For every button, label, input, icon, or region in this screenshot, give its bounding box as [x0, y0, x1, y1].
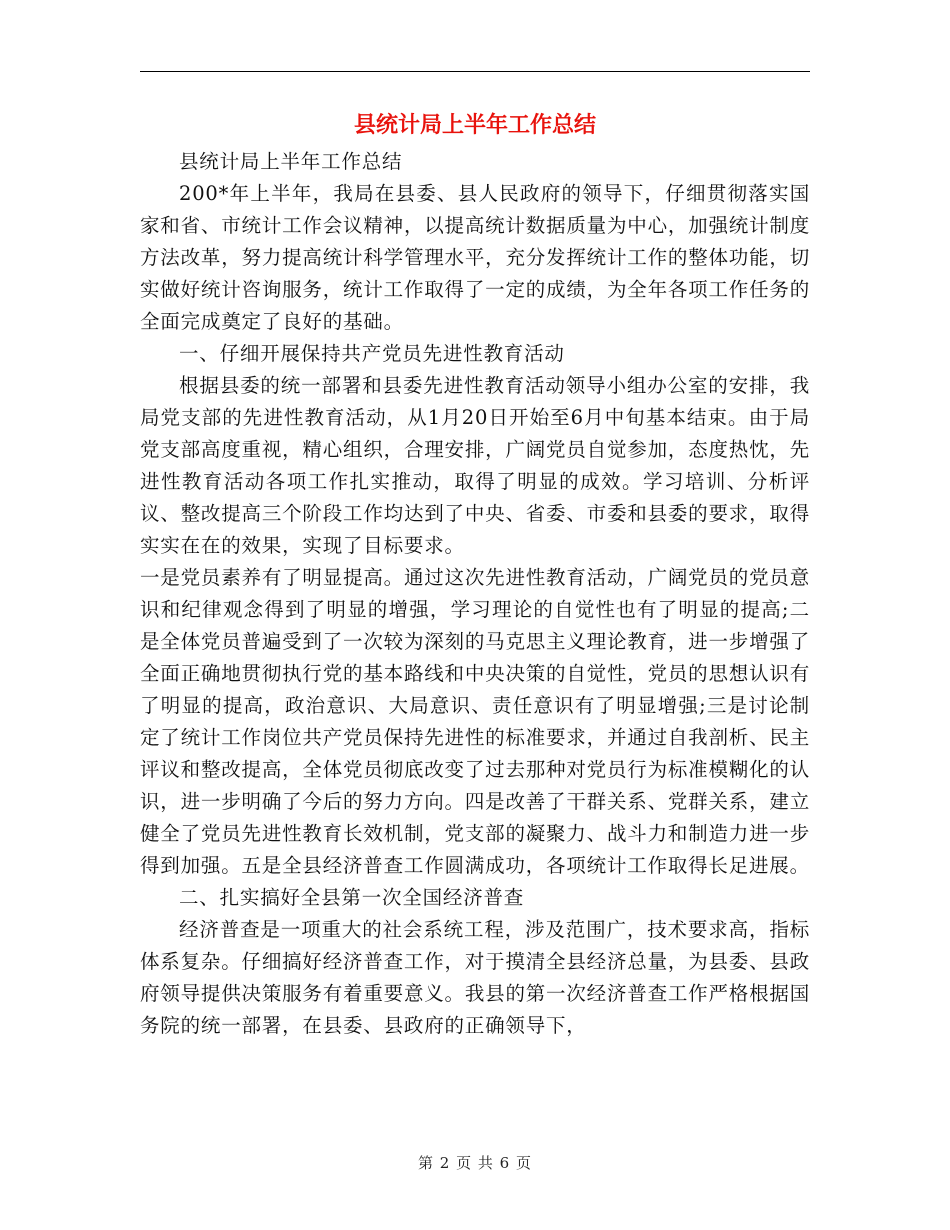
section-heading-1: 一、仔细开展保持共产党员先进性教育活动	[179, 342, 565, 365]
intro-paragraph: 200*年上半年，我局在县委、县人民政府的领导下，仔细贯彻落实国家和省、市统计工作会议精神，以提高统计数据质量为中心，加强统计制度方法改革，努力提高统计科学管理水平，充分发挥统计工作的整体功能，切实做好统计咨询服务，统计工作取得了一定的成绩，为全年各项工作任务的全面完成奠定了良好的基础。	[140, 182, 810, 333]
page-number: 第 2 页 共 6 页	[418, 1154, 532, 1172]
section-2-paragraph: 经济普查是一项重大的社会系统工程，涉及范围广，技术要求高，指标体系复杂。仔细搞好经济普查工作，对于摸清全县经济总量，为县委、县政府领导提供决策服务有着重要意义。我县的第一次经济普查工作严格根据国务院的统一部署，在县委、县政府的正确领导下，	[140, 918, 810, 1037]
document-body	[140, 146, 810, 1042]
document-subtitle: 县统计局上半年工作总结	[179, 150, 403, 173]
section-heading-2: 二、扎实搞好全县第一次全国经济普查	[179, 886, 525, 909]
section-1-points: 一是党员素养有了明显提高。通过这次先进性教育活动，广阔党员的党员意识和纪律观念得到了明显的增强，学习理论的自觉性也有了明显的提高;二是全体党员普遍受到了一次较为深刻的马克思主义理论教育，进一步增强了全面正确地贯彻执行党的基本路线和中央决策的自觉性，党员的思想认识有了明显的提高，政治意识、大局意识、责任意识有了明显增强;三是讨论制定了统计工作岗位共产党员保持先进性的标准要求，并通过自我剖析、民主评议和整改提高，全体党员彻底改变了过去那种对党员行为标准模糊化的认识，进一步明确了今后的努力方向。四是改善了干群关系、党群关系，建立健全了党员先进性教育长效机制，党支部的凝聚力、战斗力和制造力进一步得到加强。五是全县经济普查工作圆满成功，各项统计工作取得长足进展。	[140, 566, 810, 877]
section-1-paragraph: 根据县委的统一部署和县委先进性教育活动领导小组办公室的安排，我局党支部的先进性教育活动，从1月20日开始至6月中旬基本结束。由于局党支部高度重视，精心组织，合理安排，广阔党员自觉参加，态度热忱，先进性教育活动各项工作扎实推动，取得了明显的成效。学习培训、分析评议、整改提高三个阶段工作均达到了中央、省委、市委和县委的要求，取得实实在在的效果，实现了目标要求。	[140, 374, 810, 557]
header-rule	[140, 71, 810, 72]
document-title: 县统计局上半年工作总结	[353, 113, 596, 138]
